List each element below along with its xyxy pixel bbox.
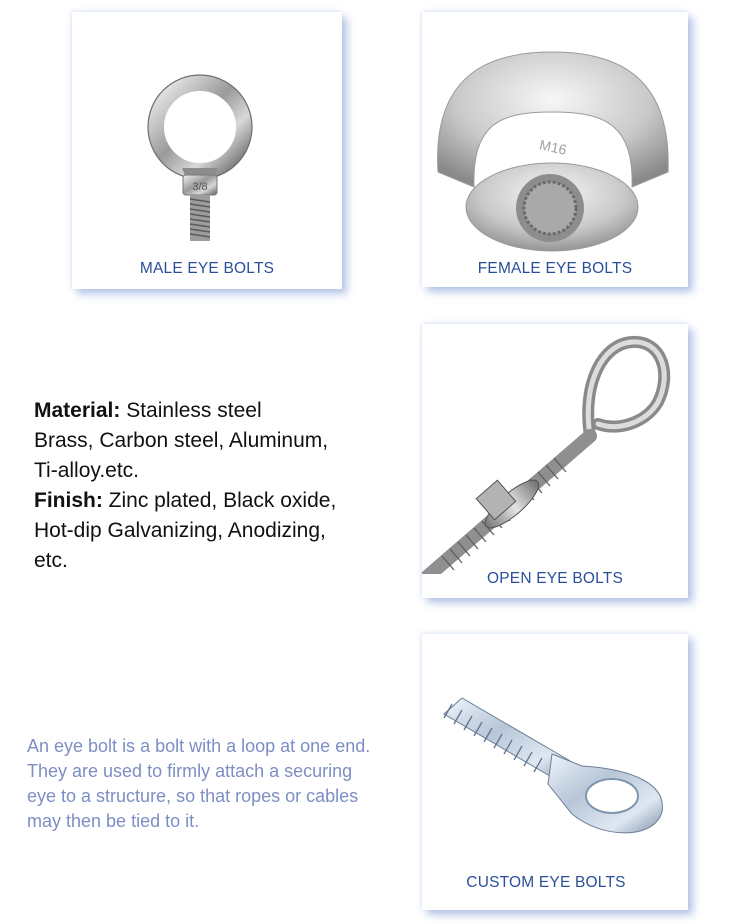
finish-value: Zinc plated, Black oxide, bbox=[102, 489, 337, 512]
description-line-4: may then be tied to it. bbox=[27, 811, 200, 831]
material-label: Material bbox=[34, 399, 114, 422]
female-eye-bolt-card[interactable] bbox=[422, 12, 688, 287]
female-eye-bolts-caption: FEMALE EYE BOLTS bbox=[477, 260, 633, 277]
open-eye-bolt-image bbox=[422, 324, 688, 574]
open-eye-bolts-caption: OPEN EYE BOLTS bbox=[486, 570, 624, 587]
finish-line-3: etc. bbox=[34, 549, 68, 572]
description-line-2: They are used to firmly attach a securing bbox=[27, 761, 353, 781]
material-finish-specs: Material: Stainless steel Brass, Carbon steel, Aluminum, Ti-alloy.etc. Finish: Zinc plated, Black oxide, Hot-dip Galvanizing, Anodizing, etc. bbox=[34, 396, 336, 576]
material-line-2: Brass, Carbon steel, Aluminum, bbox=[34, 429, 329, 452]
custom-eye-bolt-card[interactable] bbox=[422, 634, 688, 910]
material-line-3: Ti-alloy.etc. bbox=[34, 459, 140, 482]
finish-label: Finish bbox=[34, 489, 96, 512]
male-eye-bolt-image bbox=[72, 12, 342, 252]
custom-eye-bolts-caption: CUSTOM EYE BOLTS bbox=[466, 874, 626, 891]
material-value: Stainless steel bbox=[120, 399, 262, 422]
description-line-3: eye to a structure, so that ropes or cables bbox=[27, 786, 359, 806]
open-eye-bolt-card[interactable] bbox=[422, 324, 688, 598]
description-line-1: An eye bolt is a bolt with a loop at one end. bbox=[27, 736, 371, 756]
male-eye-bolt-card[interactable] bbox=[72, 12, 342, 289]
female-eye-bolt-image bbox=[422, 12, 688, 252]
finish-line-2: Hot-dip Galvanizing, Anodizing, bbox=[34, 519, 326, 542]
custom-eye-bolt-image bbox=[422, 634, 688, 864]
svg-text:M16: M16 bbox=[538, 136, 569, 158]
eye-bolt-description bbox=[27, 734, 437, 834]
male-eye-bolts-caption: MALE EYE BOLTS bbox=[139, 260, 275, 277]
svg-text:3/8: 3/8 bbox=[192, 181, 208, 193]
